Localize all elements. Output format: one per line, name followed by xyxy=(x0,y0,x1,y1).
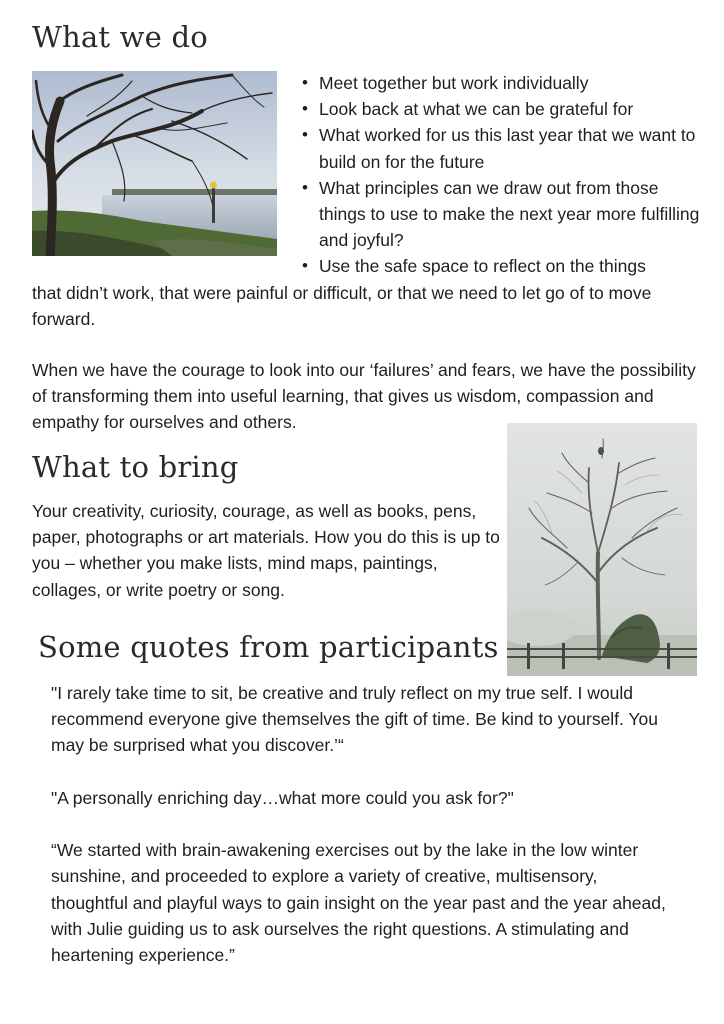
participant-quotes xyxy=(51,680,676,994)
courage-paragraph: When we have the courage to look into our ‘failures’ and fears, we have the possibility of transforming them into useful learning, that gives us wisdom, compassion and empathy for ourselves and others. xyxy=(32,360,696,433)
bullet-item: • What worked for us this last year that we want to build on for the future xyxy=(302,122,702,174)
bullet-item: • Look back at what we can be grateful for xyxy=(302,96,702,122)
quote-item: "A personally enriching day…what more could you ask for?" xyxy=(51,787,514,808)
quote-item: "I rarely take time to sit, be creative and truly reflect on my true self. I would recommend everyone give themselves the gift of time. Be kind to yourself. You may be surprised what you discover.’“ xyxy=(51,683,658,756)
what-to-bring-paragraph: Your creativity, curiosity, courage, as well as books, pens, paper, photographs or art materials. How you do this is up to you – whether you make lists, mind maps, paintings, collages, or write poetry or song. xyxy=(32,501,500,600)
quote-item: “We started with brain-awakening exercises out by the lake in the low winter sunshine, and proceeded to explore a variety of creative, multisensory, thoughtful and playful ways to gain insight on the year past and the year ahead, with Julie guiding us to ask ourselves the right questions. A stimulating and heartening experience.” xyxy=(51,840,666,965)
what-we-do-bullet-list xyxy=(302,70,702,280)
last-bullet-continuation: that didn’t work, that were painful or difficult, or that we need to let go of to move forward. xyxy=(32,283,652,330)
lakeside-tree-photo xyxy=(32,71,277,256)
quotes-heading: Some quotes from participants xyxy=(38,630,499,664)
bullet-item: • Use the safe space to reflect on the things xyxy=(302,253,702,279)
what-we-do-heading: What we do xyxy=(32,20,208,54)
bullet-item: • What principles can we draw out from those things to use to make the next year more fulfilling and joyful? xyxy=(302,175,702,254)
what-to-bring-heading: What to bring xyxy=(32,450,239,484)
bullet-item: • Meet together but work individually xyxy=(302,70,702,96)
foggy-tree-photo xyxy=(507,423,697,676)
